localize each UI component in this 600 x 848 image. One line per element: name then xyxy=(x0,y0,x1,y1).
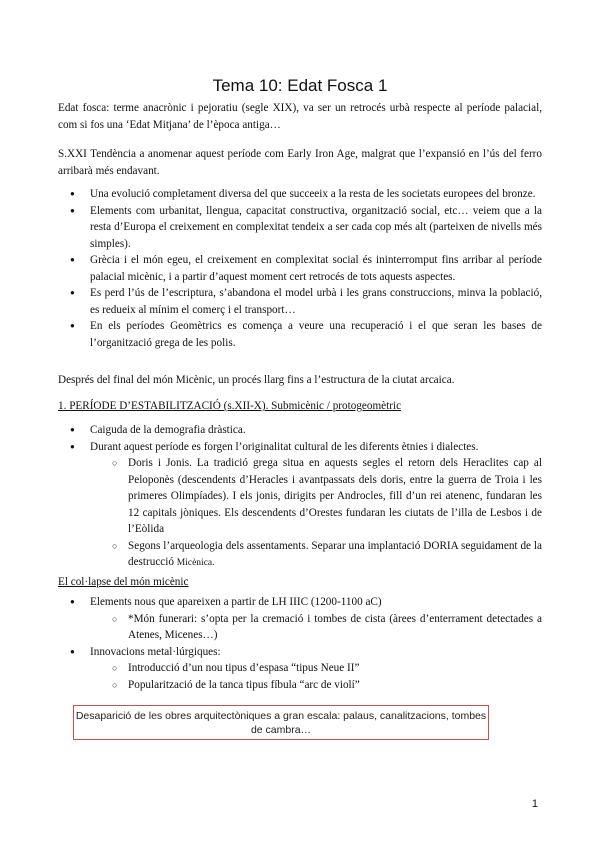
list-item: ● Caiguda de la demografia dràstica. xyxy=(58,422,542,439)
list-item-text: Segons l’arqueologia dels assentaments. Separar una implantació DORIA seguidament de la destrucció xyxy=(128,539,542,568)
list-item: ● Elements nous que apareixen a partir de LH IIIC (1200-1100 aC) xyxy=(58,594,542,611)
list-item: ○ Introducció d’un nou tipus d’espasa “tipus Neue II” xyxy=(58,660,542,677)
section-1-list xyxy=(58,422,542,572)
list-item: ● En els períodes Geomètrics es comença a veure una recuperació i el que seran les bases de l’organització grega de les polis. xyxy=(58,318,542,351)
section-1-heading: 1. PERÍODE D’ESTABILITZACIÓ (s.XII-X). Submicènic / protogeomètric xyxy=(58,400,402,412)
list-item: ● Durant aquest període es forgen l’originalitat cultural de les diferents ètnies i dialectes. xyxy=(58,439,542,456)
intro-paragraph-1: Edat fosca: terme anacrònic i pejoratiu (segle XIX), va ser un retrocés urbà respecte al període palacial, com si fos una ‘Edat Mitjana’ de l’època antiga… xyxy=(58,102,542,131)
list-item: ○ *Món funerari: s’opta per la cremació i tombes de cista (àrees d’enterrament detectades a Atenes, Micenes…) xyxy=(58,611,542,644)
list-item-small-text: Micènica. xyxy=(176,558,215,568)
intro-paragraph-2: S.XXI Tendència a anomenar aquest període com Early Iron Age, malgrat que l’expansió en l’ús del ferro arribarà més endavant. xyxy=(58,148,542,177)
section-2-heading: El col·lapse del món micènic xyxy=(58,576,189,588)
list-item: ● Elements com urbanitat, llengua, capacitat constructiva, organització social, etc… veiem que a la resta d’Europa el creixement en complexitat tendeix a ser cada cop més alt (parteixen de nivells més simples). xyxy=(58,203,542,253)
section-2-list xyxy=(58,594,542,693)
list-item: ○ Doris i Jonis. La tradició grega situa en aquests segles el retorn dels Heraclites cap al Peloponès (descendents d’Heracles i avantpassats dels doris, entre la guerra de Troia i les primeres Olimpíades). I els jonis, dirigits per Androcles, fill d’un rei atenenc, fundaran les 12 capitals jòniques. Els descendents d’Orestes fundaran les ciutats de l’illa de Lesbos i de l’Eòlida xyxy=(58,455,542,538)
intro-bullet-list xyxy=(58,186,542,351)
list-item: ● Es perd l’ús de l’escriptura, s’abandona el model urbà i les grans construccions, minva la població, es redueix al mínim el comerç i el transport… xyxy=(58,285,542,318)
intro-paragraph-3: Després del final del món Micènic, un procés llarg fins a l’estructura de la ciutat arcaica. xyxy=(58,374,455,386)
list-item: ● Innovacions metal·lúrgiques: xyxy=(58,644,542,661)
list-item: ● Una evolució completament diversa del que succeeix a la resta de les societats europees del bronze. xyxy=(58,186,542,203)
page-title: Tema 10: Edat Fosca 1 xyxy=(212,76,388,95)
list-item xyxy=(58,538,542,572)
note-box: Desaparició de les obres arquitectòniques a gran escala: palaus, canalitzacions, tombes de cambra… xyxy=(73,705,489,740)
page-number: 1 xyxy=(531,798,538,810)
list-item: ○ Popularització de la tanca tipus fíbula “arc de violí” xyxy=(58,677,542,694)
list-item: ● Grècia i el món egeu, el creixement en complexitat social és ininterromput fins arribar al període palacial micènic, i a partir d’aquest moment cert retrocés de tots aquests aspectes. xyxy=(58,252,542,285)
